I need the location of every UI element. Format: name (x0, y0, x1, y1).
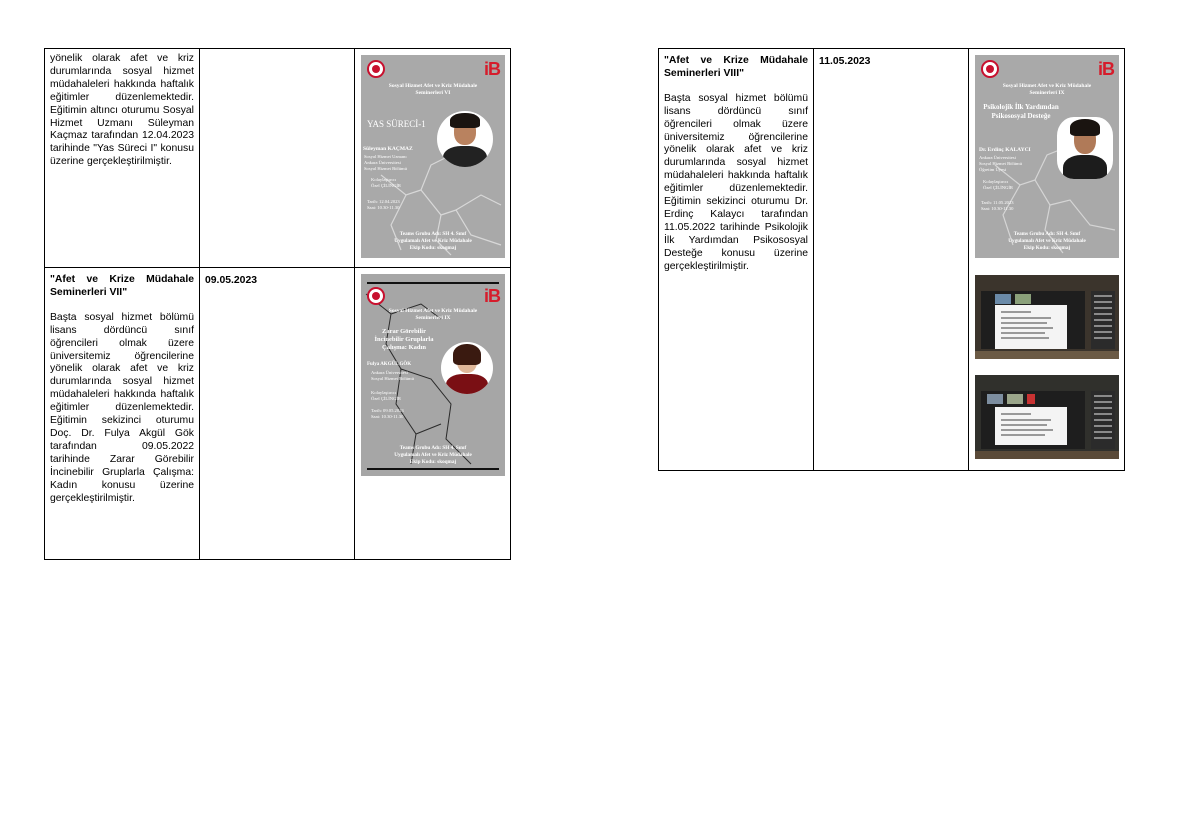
poster-topic: Zarar Görebilir İncinebilir Gruplarla Çalışma: Kadın (374, 328, 434, 351)
seminar-title: "Afet ve Krize Müdahale Seminerleri VIII" (664, 55, 808, 79)
poster-top-bar (367, 282, 499, 284)
speaker-photo (441, 342, 493, 394)
poster-footer: Teams Grubu Adı: SH 4. Sınıf Uygulamalı Afet ve Kriz Müdahale Ekip Kodu: skoqmaj (1008, 231, 1086, 251)
poster-topic: YAS SÜRECİ-1 (367, 119, 426, 129)
moderator-info: Kolaylaştırıcı Özel ÇİLİNGİR (983, 179, 1013, 190)
description-text: Başta sosyal hizmet bölümü lisans dördüncü sınıf öğrencileri olmak üzere üniversitemiz öğrencilerine yönelik olarak afet ve kriz durumlarında sosyal hizmet müdahaleleri hakkında haftalık eğitimler düzenlemektedir. Eğitimin sekizinci oturumu Dr. Erdinç Kalaycı tarafından 11.05.2022 tarihinde Psikolojik İlk Yardımdan Psikososyal Desteğe konusu üzerine gerçekleştirilmiştir. (664, 92, 808, 272)
presentation-slide (995, 305, 1067, 349)
event-datetime: Tarih: 11.05.2023 Saat: 10.30-11.30 (981, 200, 1014, 211)
table-row (45, 268, 511, 560)
zoom-session-photo (975, 375, 1119, 459)
poster-footer: Teams Grubu Adı: SH 4. Sınıf Uygulamalı Afet ve Kriz Müdahale Ekip Kodu: skoqmaj (394, 231, 472, 251)
seminar-poster (361, 274, 505, 476)
table-row (45, 49, 511, 268)
zoom-session-photo (975, 275, 1119, 359)
department-logo: iB (484, 286, 500, 306)
moderator-info: Kolaylaştırıcı Özel ÇİLİNGİR (371, 177, 401, 188)
date-text: 09.05.2023 (205, 275, 258, 286)
speaker-photo (1057, 117, 1113, 179)
speaker-info: Sosyal Hizmet Uzmanı Ankara Üniversitesi Sosyal Hizmet Bölümü (364, 154, 407, 171)
event-datetime: Tarih: 09.05.2023 Saat: 10.30-11.30 (371, 408, 404, 419)
right-table (658, 48, 1125, 471)
seminar-poster (975, 55, 1119, 258)
event-datetime: Tarih: 12.04.2023 Saat: 10.30-11.30 (367, 199, 400, 210)
speaker-name: Fulya AKGÜL GÖK (367, 362, 412, 367)
speaker-info: Ankara Üniversitesi Sosyal Hizmet Bölümü (371, 370, 414, 381)
university-logo-icon (981, 60, 999, 78)
moderator-info: Kolaylaştırıcı Özel ÇİLİNGİR (371, 390, 401, 401)
presentation-slide (995, 407, 1067, 445)
poster-header: Sosyal Hizmet Afet ve Kriz Müdahale Seminerleri VI (388, 83, 478, 96)
department-logo: iB (484, 59, 500, 79)
poster-bottom-bar (367, 468, 499, 470)
poster-footer: Teams Grubu Adı: SH 4. Sınıf Uygulamalı Afet ve Kriz Müdahale Ekip Kodu: skoqmaj (394, 445, 472, 465)
poster-header: Sosyal Hizmet Afet ve Kriz Müdahale Seminerleri IX (1002, 83, 1092, 96)
university-logo-icon (367, 287, 385, 305)
participant-list (1091, 291, 1115, 349)
seminar-poster (361, 55, 505, 258)
university-logo-icon (367, 60, 385, 78)
speaker-photo (437, 111, 493, 167)
description-text: yönelik olarak afet ve kriz durumlarında sosyal hizmet müdahaleleri hakkında haftalık eğitimler düzenlemektedir. Eğitimin altıncı oturumu Sosyal Hizmet Uzmanı Süleyman Kaçmaz tarafından 12.04.2023 tarihinde "Yas Süreci I" konusu üzerine gerçekleştirilmiştir. (50, 53, 194, 168)
department-logo: iB (1098, 59, 1114, 79)
speaker-name: Süleyman KAÇMAZ (363, 146, 413, 152)
poster-topic: Psikolojik İlk Yardımdan Psikososyal Desteğe (983, 103, 1059, 120)
date-text (200, 49, 354, 56)
left-table (44, 48, 511, 560)
date-text: 11.05.2023 (819, 56, 871, 67)
description-text: Başta sosyal hizmet bölümü lisans dördüncü sınıf öğrencileri olmak üzere üniversitemiz öğrencilerine yönelik olarak afet ve kriz durumlarında sosyal hizmet müdahaleleri hakkında haftalık eğitimler düzenlemektedir. Eğitimin sekizinci oturumu Doç. Dr. Fulya Akgül Gök tarafından 09.05.2022 tarihinde Zarar Görebilir İncinebilir Gruplarla Çalışma: Kadın konusu üzerine gerçekleştirilmiştir. (50, 311, 194, 504)
speaker-info: Ankara Üniversitesi Sosyal Hizmet Bölümü Öğretim Üyesi (979, 155, 1022, 172)
poster-header: Sosyal Hizmet Afet ve Kriz Müdahale Seminerleri IX (388, 308, 478, 321)
speaker-name: Dr. Erdinç KALAYCI (979, 147, 1031, 153)
participant-list (1091, 391, 1115, 449)
table-row (659, 49, 1125, 471)
seminar-title: "Afet ve Krize Müdahale Seminerleri VII" (50, 274, 194, 298)
